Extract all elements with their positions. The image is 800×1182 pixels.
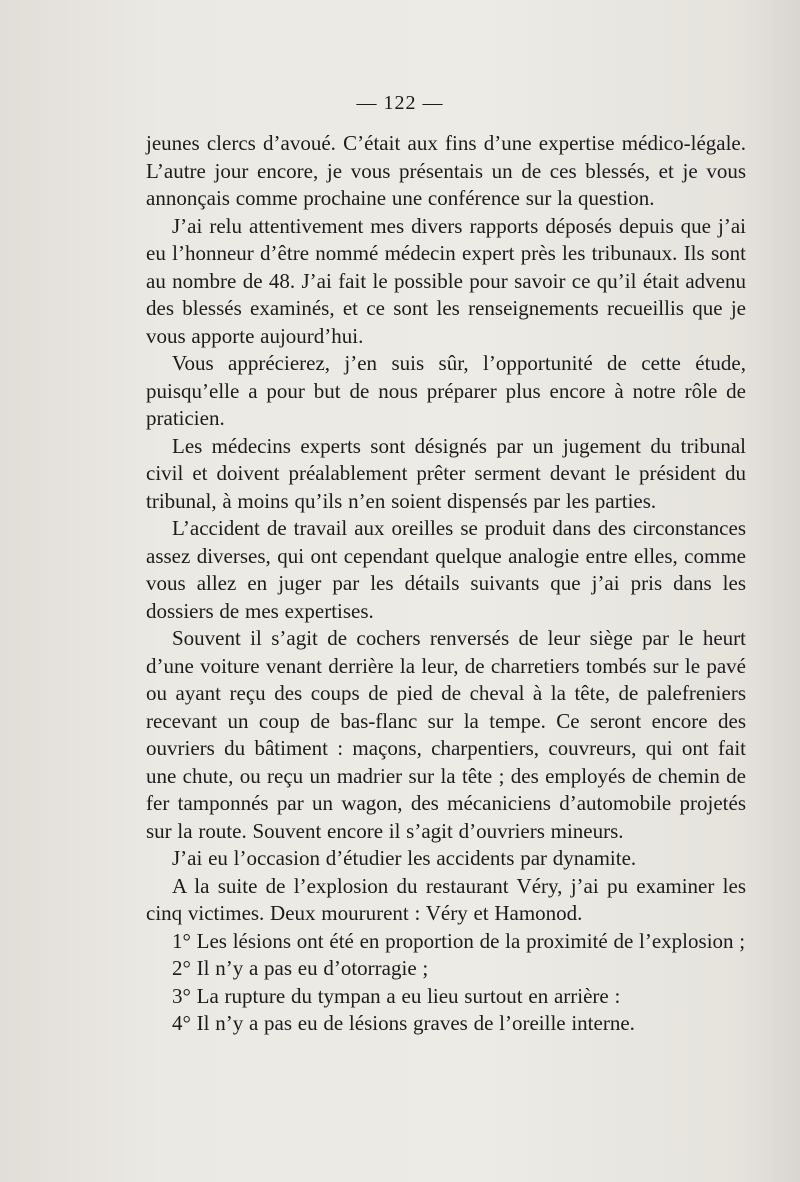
paragraph: J’ai relu attentivement mes divers rapports déposés depuis que j’ai eu l’honneur d’être nommé médecin expert près les tribunaux. Ils sont au nombre de 48. J’ai fait le possible pour savoir ce qu’il était advenu des blessés examinés, et ce sont les renseignements recueillis que je vous apporte aujourd’hui. <box>146 213 746 348</box>
body-text <box>146 130 746 1038</box>
paragraph: Vous apprécierez, j’en suis sûr, l’opportunité de cette étude, puisqu’elle a pour but de nous préparer plus encore à notre rôle de praticien. <box>146 351 746 430</box>
paragraph: L’accident de travail aux oreilles se produit dans des circonstances assez diverses, qui ont cependant quelque analogie entre elles, comme vous allez en juger par les détails suivants que j’ai pris dans les dossiers de mes expertises. <box>146 516 746 623</box>
paragraph: A la suite de l’explosion du restaurant Véry, j’ai pu examiner les cinq victimes. Deux moururent : Véry et Hamonod. <box>146 873 746 925</box>
list-item: 2° Il n’y a pas eu d’otorragie ; <box>172 956 429 980</box>
list-item: 1° Les lésions ont été en proportion de la proximité de l’explosion ; <box>172 928 746 953</box>
list-item: 4° Il n’y a pas eu de lésions graves de l’oreille interne. <box>172 1011 635 1035</box>
paragraph: J’ai eu l’occasion d’étudier les accidents par dynamite. <box>172 846 637 870</box>
paragraph: jeunes clercs d’avoué. C’était aux fins d’une expertise médico-légale. L’autre jour encore, je vous présentais un de ces blessés, et je vous annonçais comme prochaine une conférence sur la question. <box>146 131 746 210</box>
paragraph: Souvent il s’agit de cochers renversés de leur siège par le heurt d’une voiture venant derrière la leur, de charretiers tombés sur le pavé ou ayant reçu des coups de pied de cheval à la tête, de palefreniers recevant un coup de bas-flanc sur la tempe. Ce seront encore des ouvriers du bâtiment : maçons, charpentiers, couvreurs, qui ont fait une chute, ou reçu un madrier sur la tête ; des employés de chemin de fer tamponnés par un wagon, des mécaniciens d’automobile projetés sur la route. Souvent encore il s’agit d’ouvriers mineurs. <box>146 626 746 843</box>
page-number: — 122 — <box>356 92 444 114</box>
paragraph: Les médecins experts sont désignés par un jugement du tribunal civil et doivent préalablement prêter serment devant le président du tribunal, à moins qu’ils n’en soient dispensés par les parties. <box>146 433 746 513</box>
list-item: 3° La rupture du tympan a eu lieu surtout en arrière : <box>172 983 621 1008</box>
